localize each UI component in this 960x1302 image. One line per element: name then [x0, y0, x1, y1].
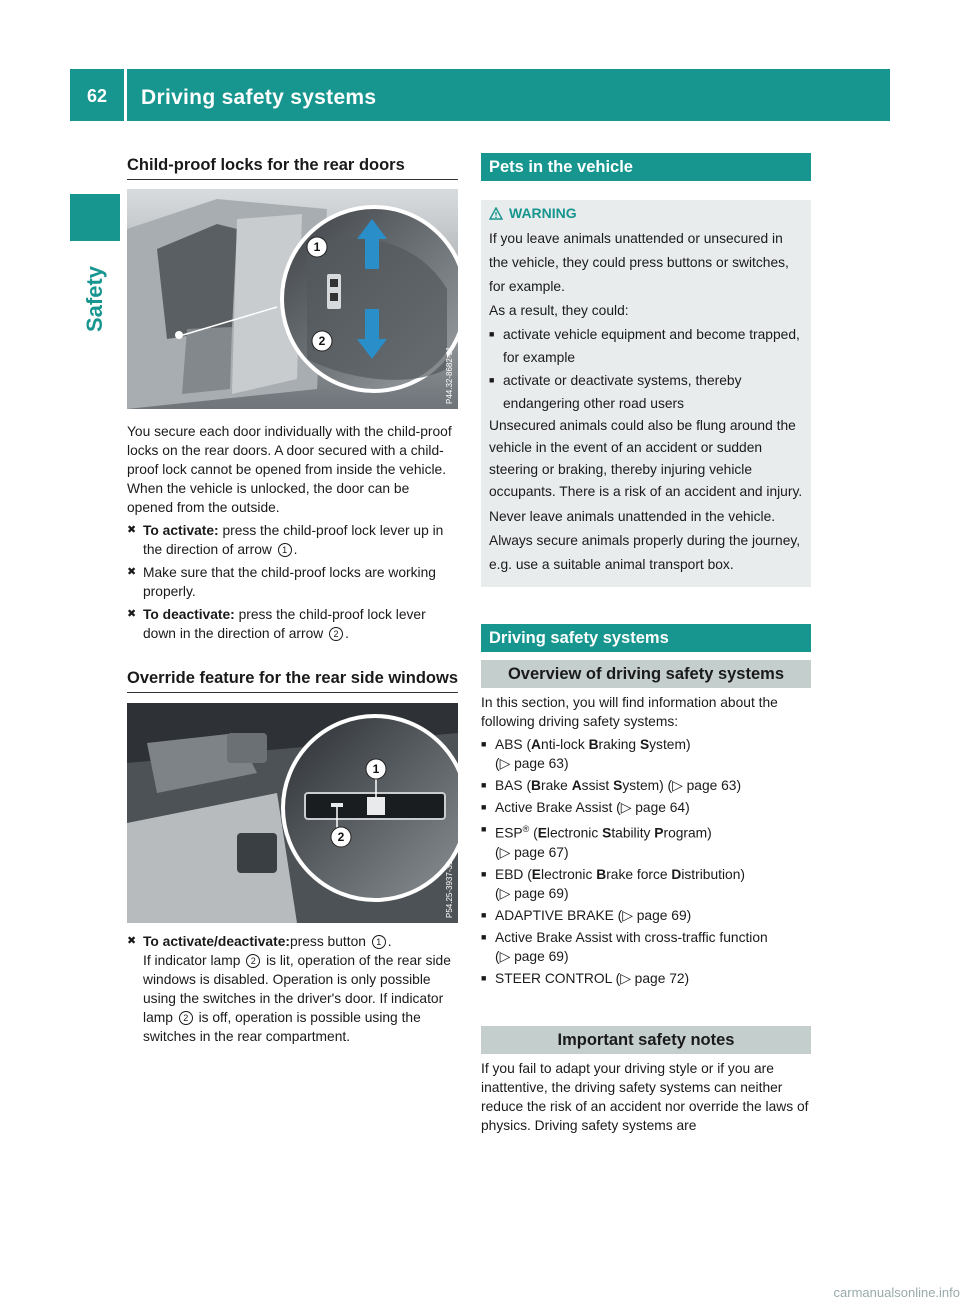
- step-marker: ✖: [127, 524, 137, 536]
- section-title-child-proof: Child-proof locks for the rear doors: [127, 156, 405, 174]
- warning-text: Unsecured animals could also be flung around the vehicle in the event of an accident or sudden steering or braking, thereby injuring vehicle occupants. There is a risk of an accident and injury.: [489, 418, 803, 499]
- step-marker: ✖: [127, 566, 137, 578]
- list-item-adaptive-brake: ■ ADAPTIVE BRAKE (▷ page 69): [481, 907, 692, 923]
- section-title-override: Override feature for the rear side windows: [127, 669, 459, 687]
- page-ref[interactable]: page 67: [514, 844, 564, 860]
- warning-triangle-icon: [489, 207, 503, 220]
- arrow-number-1: 1: [278, 543, 292, 557]
- step-marker: ✖: [127, 935, 137, 947]
- step-deactivate: ✖ To deactivate: press the child-proof lock lever down in the direction of arrow 2 .: [127, 607, 426, 641]
- list-item: ■ activate vehicle equipment and become trapped, for example: [489, 327, 800, 365]
- callout-1: 1: [313, 240, 321, 254]
- lamp-number-2: 2: [246, 954, 260, 968]
- callout-2: 2: [337, 830, 345, 844]
- header-title: Driving safety systems: [141, 86, 377, 109]
- sidebar-tab-marker: [70, 194, 120, 241]
- page-number: 62: [86, 86, 108, 106]
- image-code: P44.32-8682-31: [445, 346, 454, 404]
- intro-paragraph: You secure each door individually with the child-proof locks on the rear doors. A door secured with a child-proof lock cannot be opened from inside the vehicle. When the vehicle is unlocked, the door can be opened from the outside.: [127, 424, 452, 515]
- warning-box: [481, 200, 811, 587]
- section-rule: [127, 179, 458, 180]
- footer-watermark[interactable]: carmanualsonline.info: [833, 1285, 960, 1300]
- subsection-title-overview: Overview of driving safety systems: [481, 660, 811, 688]
- list-item-abs: ■ ABS (Anti-lock Braking System) (▷ page 63): [481, 737, 691, 771]
- page-ref[interactable]: page 69: [514, 885, 564, 901]
- list-item-esp: ■ ESP® (Electronic Stability Program) (▷ page 67): [481, 824, 712, 860]
- window-switch-illustration: [127, 703, 458, 923]
- section-title-pets: Pets in the vehicle: [481, 153, 811, 181]
- arrow-number-2: 2: [329, 627, 343, 641]
- rear-door-illustration: [127, 189, 458, 409]
- warning-text: As a result, they could:: [489, 303, 629, 318]
- sidebar-section-label: Safety: [82, 265, 107, 333]
- image-code: P54.25-3937-31: [445, 860, 454, 918]
- list-item-bas: ■ BAS (Brake Assist System) (▷ page 63): [481, 778, 742, 793]
- button-number-1: 1: [372, 935, 386, 949]
- warning-text: Never leave animals unattended in the vehicle. Always secure animals properly during the journey, e.g. use a suitable animal transport box.: [489, 509, 801, 572]
- step-marker: ✖: [127, 608, 137, 620]
- step-override: ✖ To activate/deactivate:press button 1 . If indicator lamp 2 is lit, operation of the rear side windows is disabled. Operation is only possible using the switches in the driver's door. If indicator lamp 2 is off, operation is possible using the switches in the rear compartment.: [127, 934, 451, 1044]
- list-item-aba-cross-traffic: ■ Active Brake Assist with cross-traffic function (▷ page 69): [481, 929, 768, 964]
- section-rule: [127, 692, 458, 693]
- page-ref[interactable]: page 72: [634, 970, 685, 986]
- subsection-title-important: Important safety notes: [481, 1026, 811, 1054]
- step-activate: ✖ To activate: press the child-proof lock lever up in the direction of arrow 1 .: [127, 523, 444, 557]
- right-column: [481, 153, 811, 1135]
- list-item-steer-control: ■ STEER CONTROL (▷ page 72): [481, 970, 690, 986]
- page-ref[interactable]: page 63: [514, 756, 564, 771]
- section-title-driving-safety: Driving safety systems: [481, 624, 811, 652]
- header-separator: [124, 69, 127, 121]
- callout-2: 2: [318, 334, 326, 348]
- list-item-aba: ■ Active Brake Assist (▷ page 64): [481, 800, 690, 815]
- list-item: ■ activate or deactivate systems, thereby endangering other road users: [489, 373, 742, 411]
- step-check: ✖ Make sure that the child-proof locks are working properly.: [127, 565, 436, 599]
- figure-window-switch: [127, 703, 458, 923]
- list-item-ebd: ■ EBD (Electronic Brake force Distribution) (▷ page 69): [481, 866, 745, 901]
- important-notes-text: If you fail to adapt your driving style or if you are inattentive, the driving safety systems can neither reduce the risk of an accident nor override the laws of physics. Driving safety systems are: [481, 1060, 809, 1133]
- warning-heading: WARNING: [489, 204, 803, 223]
- left-column: [127, 154, 458, 1046]
- page-ref[interactable]: page 69: [514, 948, 564, 964]
- page-ref[interactable]: page 63: [686, 778, 737, 793]
- callout-1: 1: [372, 762, 380, 776]
- warning-text: If you leave animals unattended or unsecured in the vehicle, they could press buttons or switches, for example.: [489, 231, 789, 294]
- page-ref[interactable]: page 64: [635, 800, 686, 815]
- figure-rear-door: [127, 189, 458, 409]
- page-ref[interactable]: page 69: [636, 907, 687, 923]
- overview-intro: In this section, you will find information about the following driving safety systems:: [481, 695, 778, 729]
- lamp-number-2: 2: [179, 1011, 193, 1025]
